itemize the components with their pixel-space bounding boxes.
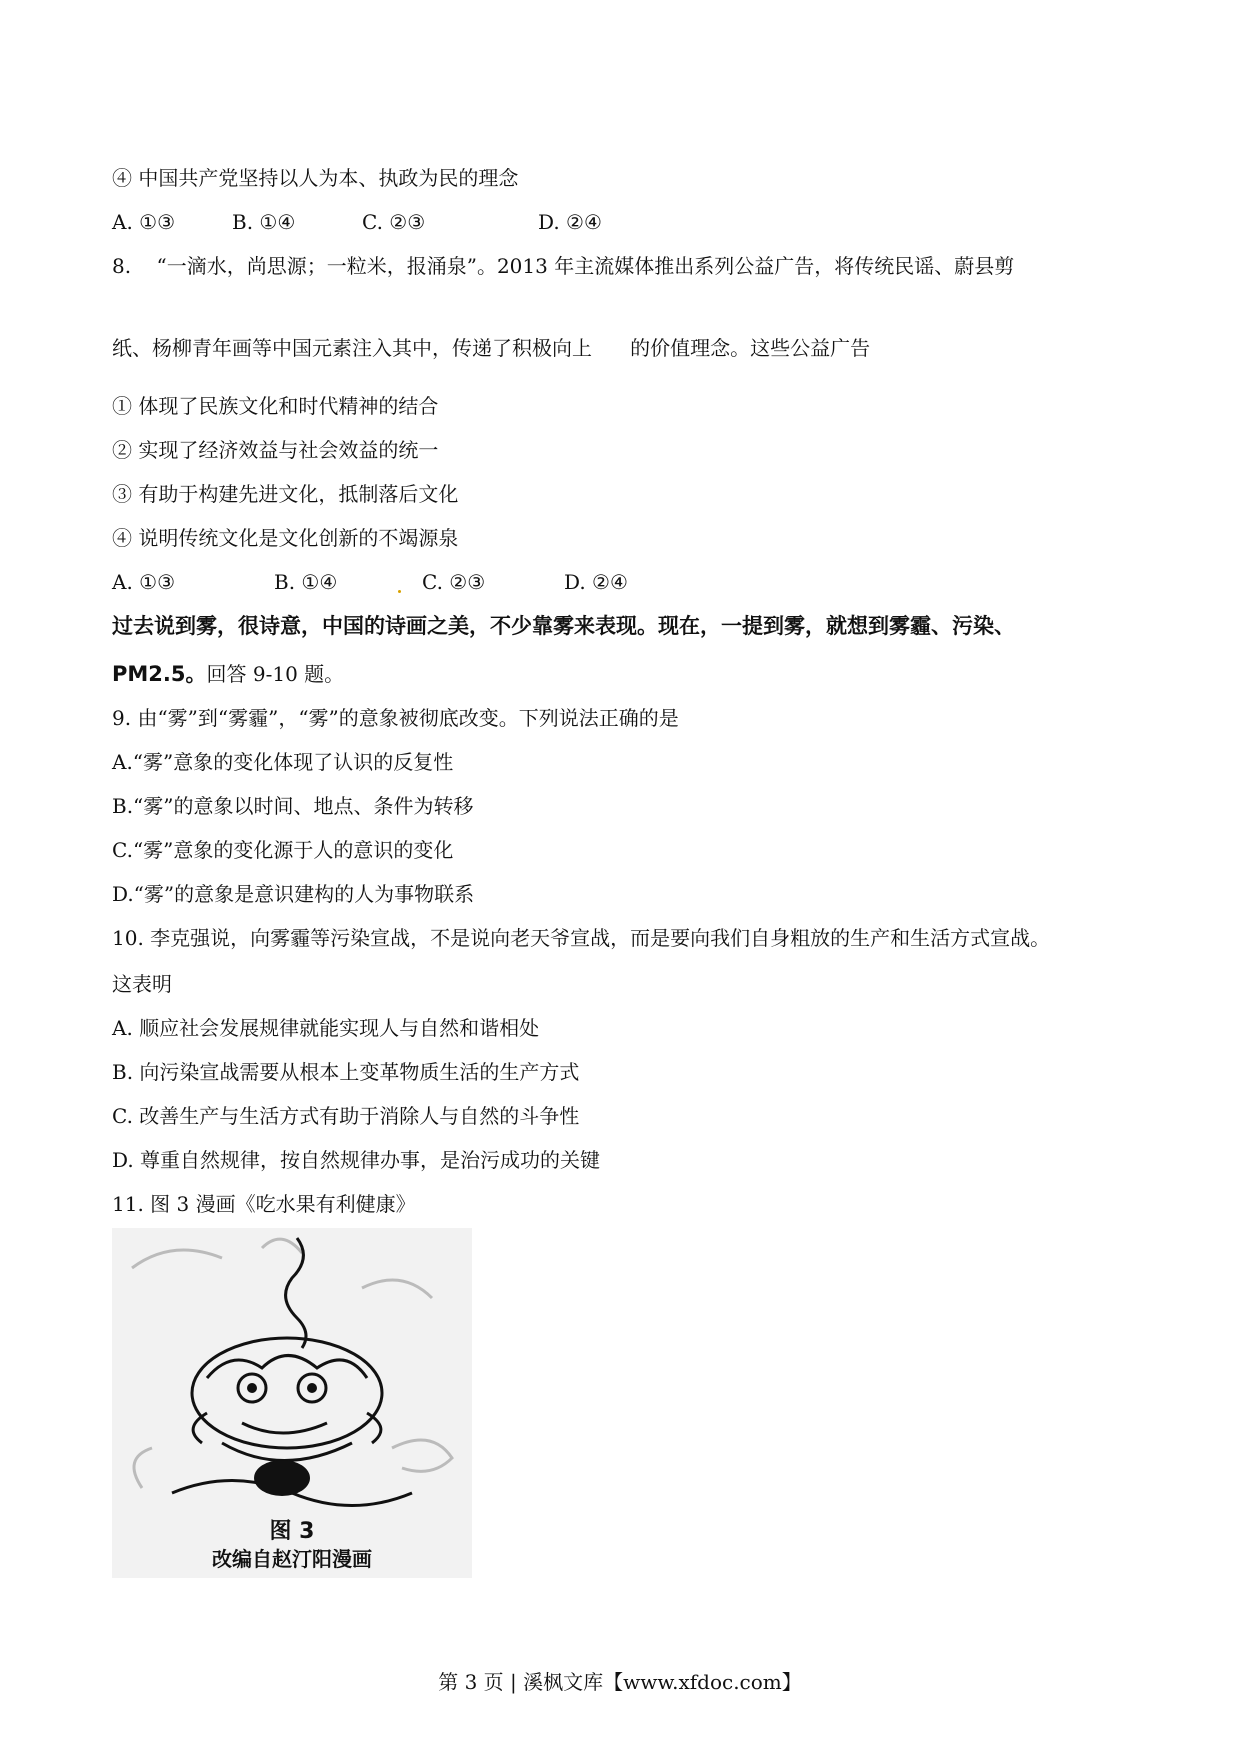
q9-option-c: C.“雾”意象的变化源于人的意识的变化 (112, 838, 454, 862)
q9-option-a: A.“雾”意象的变化体现了认识的反复性 (112, 750, 454, 774)
q10-stem-line-2: 这表明 (112, 972, 172, 996)
intro-line-2 (112, 660, 344, 688)
q7-option-d: D. ②④ (538, 210, 602, 234)
q10-option-d: D. 尊重自然规律，按自然规律办事，是治污成功的关键 (112, 1148, 601, 1172)
page-footer: 第 3 页 | 溪枫文库【www.xfdoc.com】 (438, 1670, 802, 1694)
q10-option-c: C. 改善生产与生活方式有助于消除人与自然的斗争性 (112, 1104, 580, 1128)
q8-stem-line-1: 8. “一滴水，尚思源；一粒米，报涌泉”。2013 年主流媒体推出系列公益广告，将传统民谣、蔚县剪 (112, 254, 1015, 278)
q8-item-3: ③ 有助于构建先进文化，抵制落后文化 (112, 482, 459, 506)
cartoon-figure-3 (112, 1228, 472, 1578)
intro-line-1: 过去说到雾，很诗意，中国的诗画之美，不少靠雾来表现。现在，一提到雾，就想到雾霾、污染、 (112, 614, 1015, 638)
figure-credit: 改编自赵汀阳漫画 (212, 1547, 372, 1571)
q8-option-d: D. ②④ (564, 570, 628, 594)
q8-item-2: ② 实现了经济效益与社会效益的统一 (112, 438, 439, 462)
q9-option-d: D.“雾”的意象是意识建构的人为事物联系 (112, 882, 475, 906)
q8-item-4: ④ 说明传统文化是文化创新的不竭源泉 (112, 526, 459, 550)
q7-item-4: ④ 中国共产党坚持以人为本、执政为民的理念 (112, 166, 519, 190)
q7-option-c: C. ②③ (362, 210, 426, 234)
q8-option-c: C. ②③ (422, 570, 486, 594)
q9-option-b: B.“雾”的意象以时间、地点、条件为转移 (112, 794, 474, 818)
q8-option-b: B. ①④ (274, 570, 338, 594)
intro-instruction: 回答 9-10 题。 (206, 662, 345, 686)
q8-option-a: A. ①③ (112, 570, 176, 594)
q8-stem-line-2: 纸、杨柳青年画等中国元素注入其中，传递了积极向上 的价值理念。这些公益广告 (112, 336, 871, 360)
intro-pm25: PM2.5。 (112, 662, 207, 686)
q10-option-a: A. 顺应社会发展规律就能实现人与自然和谐相处 (112, 1016, 540, 1040)
q9-stem: 9. 由“雾”到“雾霾”，“雾”的意象被彻底改变。下列说法正确的是 (112, 706, 679, 730)
q7-option-b: B. ①④ (232, 210, 296, 234)
q7-option-a: A. ①③ (112, 210, 176, 234)
q11-stem: 11. 图 3 漫画《吃水果有利健康》 (112, 1192, 416, 1216)
stray-dot (398, 590, 401, 593)
q10-option-b: B. 向污染宣战需要从根本上变革物质生活的生产方式 (112, 1060, 580, 1084)
cartoon-drawing (112, 1228, 472, 1578)
q8-item-1: ① 体现了民族文化和时代精神的结合 (112, 394, 439, 418)
q10-stem-line-1: 10. 李克强说，向雾霾等污染宣战，不是说向老天爷宣战，而是要向我们自身粗放的生产和生活方式宣战。 (112, 926, 1051, 950)
figure-caption: 图 3 (269, 1519, 315, 1544)
